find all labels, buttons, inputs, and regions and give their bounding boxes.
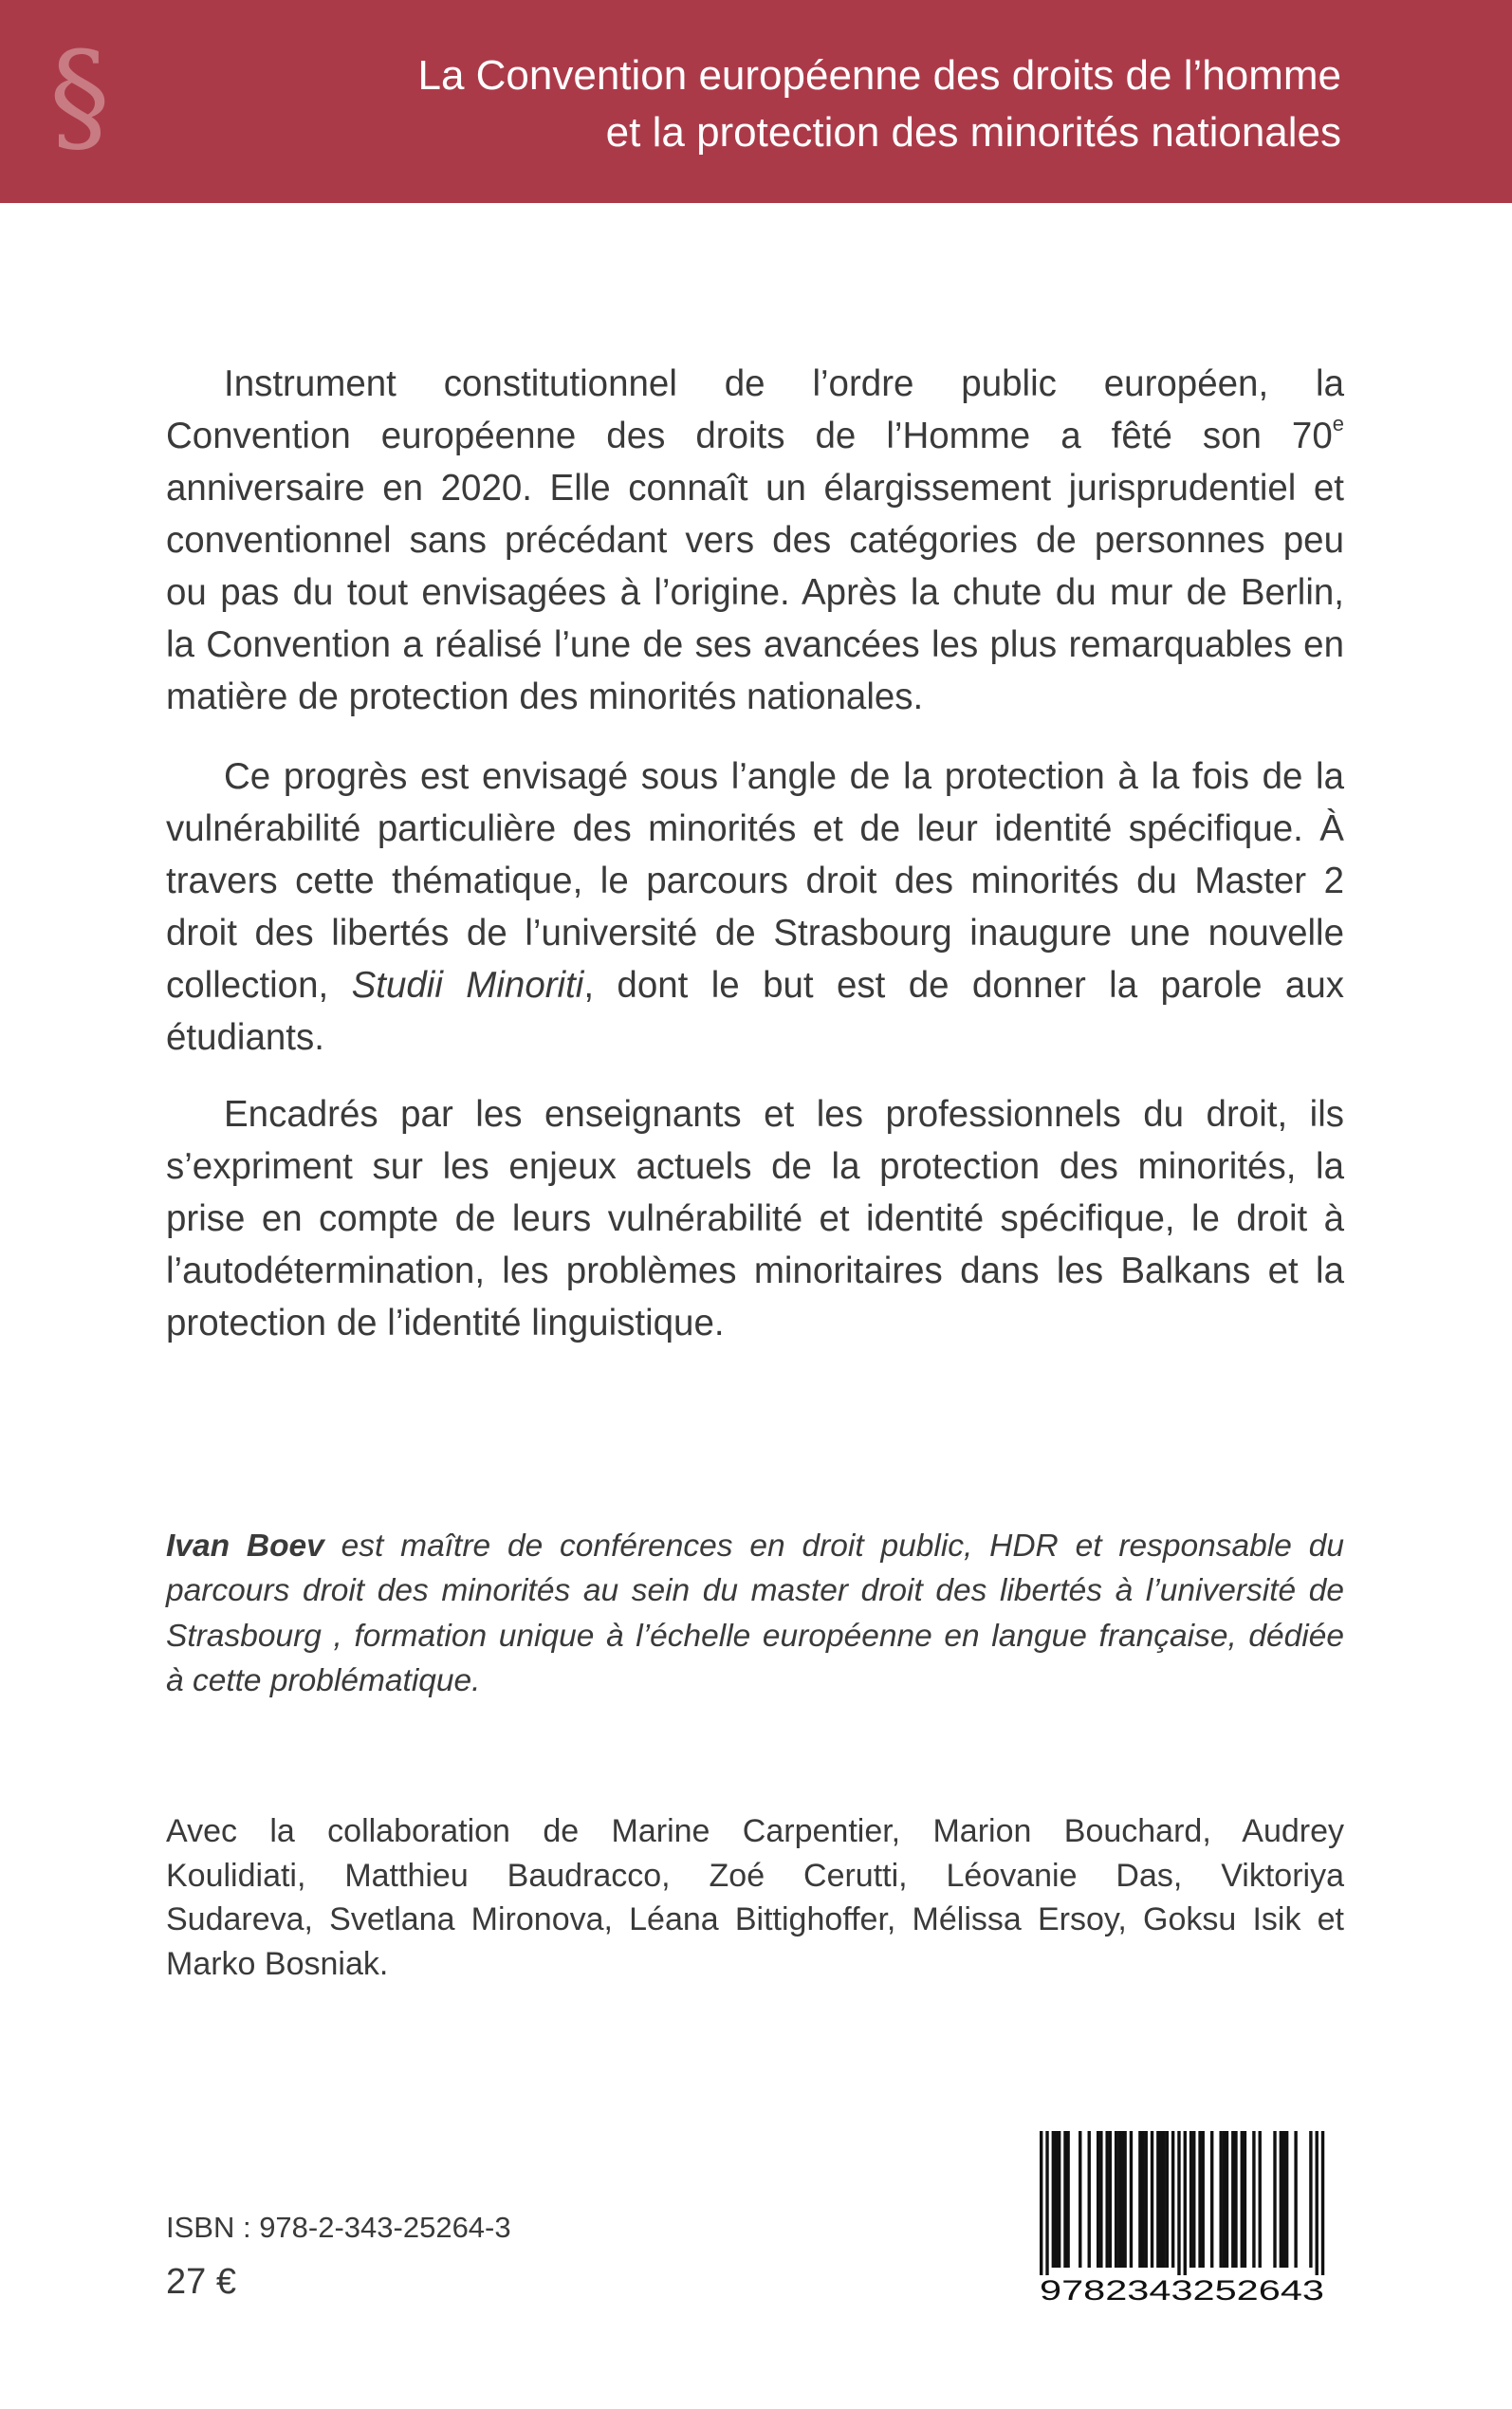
barcode-bar [1282, 2131, 1285, 2268]
collection-name: Studii Minoriti [351, 965, 584, 1006]
p1-line: conventionnel sans précédant vers des catégories de personnes peu [166, 520, 1344, 561]
barcode-bar [1166, 2131, 1169, 2268]
barcode-bar [1109, 2131, 1112, 2268]
barcode-bar [1138, 2131, 1141, 2268]
barcode-bar [1177, 2131, 1180, 2275]
p1-line: anniversaire en 2020. Elle connaît un élargissement jurisprudentiel et [166, 468, 1344, 509]
p2-line: droit des libertés de l’université de Strasbourg inaugure une nouvelle [166, 913, 1344, 954]
barcode-bar [1120, 2131, 1123, 2268]
barcode-bar [1171, 2131, 1174, 2268]
barcode-bar [1259, 2131, 1262, 2268]
barcode-bar [1226, 2131, 1228, 2268]
barcode-bar [1052, 2131, 1055, 2268]
barcode-bar [1316, 2131, 1318, 2275]
p2-line: étudiants. [166, 1017, 324, 1058]
barcode-bar [1162, 2131, 1165, 2268]
barcode-bar [1045, 2131, 1048, 2275]
barcode-bar [1223, 2131, 1226, 2268]
barcode-bar [1130, 2131, 1133, 2268]
bio-line: Strasbourg , formation unique à l’échelle européenne en langue française, dédiée [166, 1618, 1344, 1654]
barcode-bar [1294, 2131, 1297, 2268]
barcode-bar [1159, 2131, 1162, 2268]
p2-line: vulnérabilité particulière des minorités et de leur identité spécifique. À [166, 808, 1344, 849]
barcode-bar [1210, 2131, 1213, 2268]
isbn-label: ISBN : 978-2-343-25264-3 [166, 2211, 511, 2244]
p1-line-text: Convention européenne des droits de l’Homme a fêté son 70 [166, 416, 1333, 456]
barcode-bar [1189, 2131, 1192, 2268]
barcode-bar [1123, 2131, 1126, 2268]
barcode-bar [1141, 2131, 1144, 2268]
p2-line: Ce progrès est envisagé sous l’angle de la protection à la fois de la [224, 756, 1344, 797]
barcode-bar [1280, 2131, 1282, 2268]
barcode-bar [1066, 2131, 1069, 2268]
barcode-bar [1244, 2131, 1246, 2268]
p1-line: matière de protection des minorités nationales. [166, 676, 924, 717]
barcode-bar [1115, 2131, 1117, 2268]
price-label: 27 € [166, 2262, 236, 2302]
p2-line [166, 959, 1344, 1011]
bio-line: parcours droit des minorités au sein du master droit des libertés à l’université de [166, 1573, 1344, 1609]
p3-line: s’expriment sur les enjeux actuels de la protection des minorités, la [166, 1146, 1344, 1187]
p1-line: la Convention a réalisé l’une de ses avancées les plus remarquables en [166, 624, 1344, 665]
barcode-bar [1234, 2131, 1237, 2268]
barcode-bar [1285, 2131, 1288, 2268]
collab-line: Koulidiati, Matthieu Baudracco, Zoé Cerutti, Léovanie Das, Viktoriya [166, 1857, 1344, 1894]
barcode-bar [1156, 2131, 1159, 2268]
superscript-e: e [1332, 412, 1344, 435]
barcode-bar [1151, 2131, 1153, 2268]
barcode-bar [1202, 2131, 1205, 2268]
p1-line [166, 410, 1344, 462]
paragraph-1 [166, 358, 1344, 723]
barcode-bar [1198, 2131, 1201, 2268]
barcode-bar [1219, 2131, 1222, 2268]
header-banner [0, 0, 1512, 203]
collab-line: Avec la collaboration de Marine Carpentier, Marion Bouchard, Audrey [166, 1813, 1344, 1849]
barcode-bar [1088, 2131, 1091, 2268]
barcode-bar [1058, 2131, 1060, 2268]
barcode-bar [1097, 2131, 1099, 2268]
paragraph-3 [166, 1088, 1344, 1349]
barcode-bar [1055, 2131, 1058, 2268]
barcode-bar [1063, 2131, 1066, 2268]
book-title [417, 47, 1341, 161]
barcode-bar [1241, 2131, 1244, 2268]
barcode [1034, 2127, 1330, 2306]
p2-line-text: collection, [166, 965, 352, 1006]
barcode-bar [1321, 2131, 1324, 2275]
barcode-bar [1309, 2131, 1312, 2268]
barcode-bar [1192, 2131, 1195, 2268]
p2-line: travers cette thématique, le parcours droit des minorités du Master 2 [166, 861, 1344, 901]
p3-line: prise en compte de leurs vulnérabilité et identité spécifique, le droit à [166, 1198, 1344, 1239]
collab-line: Sudareva, Svetlana Mironova, Léana Bittighoffer, Mélissa Ersoy, Goksu Isik et [166, 1901, 1344, 1938]
barcode-bar [1252, 2131, 1255, 2268]
p3-line: protection de l’identité linguistique. [166, 1303, 725, 1343]
barcode-number: 9782343252643 [1040, 2275, 1324, 2306]
barcode-bar [1105, 2131, 1108, 2268]
p3-line: Encadrés par les enseignants et les professionnels du droit, ils [224, 1094, 1344, 1135]
barcode-bar [1040, 2131, 1042, 2275]
author-name: Ivan Boev [166, 1529, 324, 1564]
barcode-bar [1231, 2131, 1234, 2268]
barcode-bar [1099, 2131, 1102, 2268]
author-bio [166, 1524, 1344, 1703]
barcode-bar [1079, 2131, 1081, 2268]
p2-line-text: , dont le but est de donner la parole aux [583, 965, 1345, 1006]
paragraph-2 [166, 750, 1344, 1064]
p1-line: ou pas du tout envisagées à l’origine. Après la chute du mur de Berlin, [166, 572, 1344, 613]
bio-line: à cette problématique. [166, 1662, 481, 1698]
bio-line [166, 1524, 1344, 1568]
collab-line: Marko Bosniak. [166, 1946, 389, 1983]
barcode-bar [1117, 2131, 1120, 2268]
bio-line-text: est maître de conférences en droit public, HDR et responsable du [323, 1529, 1344, 1564]
p1-line: Instrument constitutionnel de l’ordre public européen, la [224, 363, 1344, 404]
barcode-bar [1273, 2131, 1276, 2268]
book-title-line-1: La Convention européenne des droits de l’homme [417, 52, 1341, 99]
section-sign-icon: § [49, 27, 110, 168]
barcode-bar [1184, 2131, 1187, 2275]
book-title-line-2: et la protection des minorités nationales [605, 109, 1341, 156]
p3-line: l’autodétermination, les problèmes minoritaires dans les Balkans et la [166, 1251, 1344, 1291]
collaboration-note [166, 1809, 1344, 1987]
barcode-bar [1145, 2131, 1148, 2268]
